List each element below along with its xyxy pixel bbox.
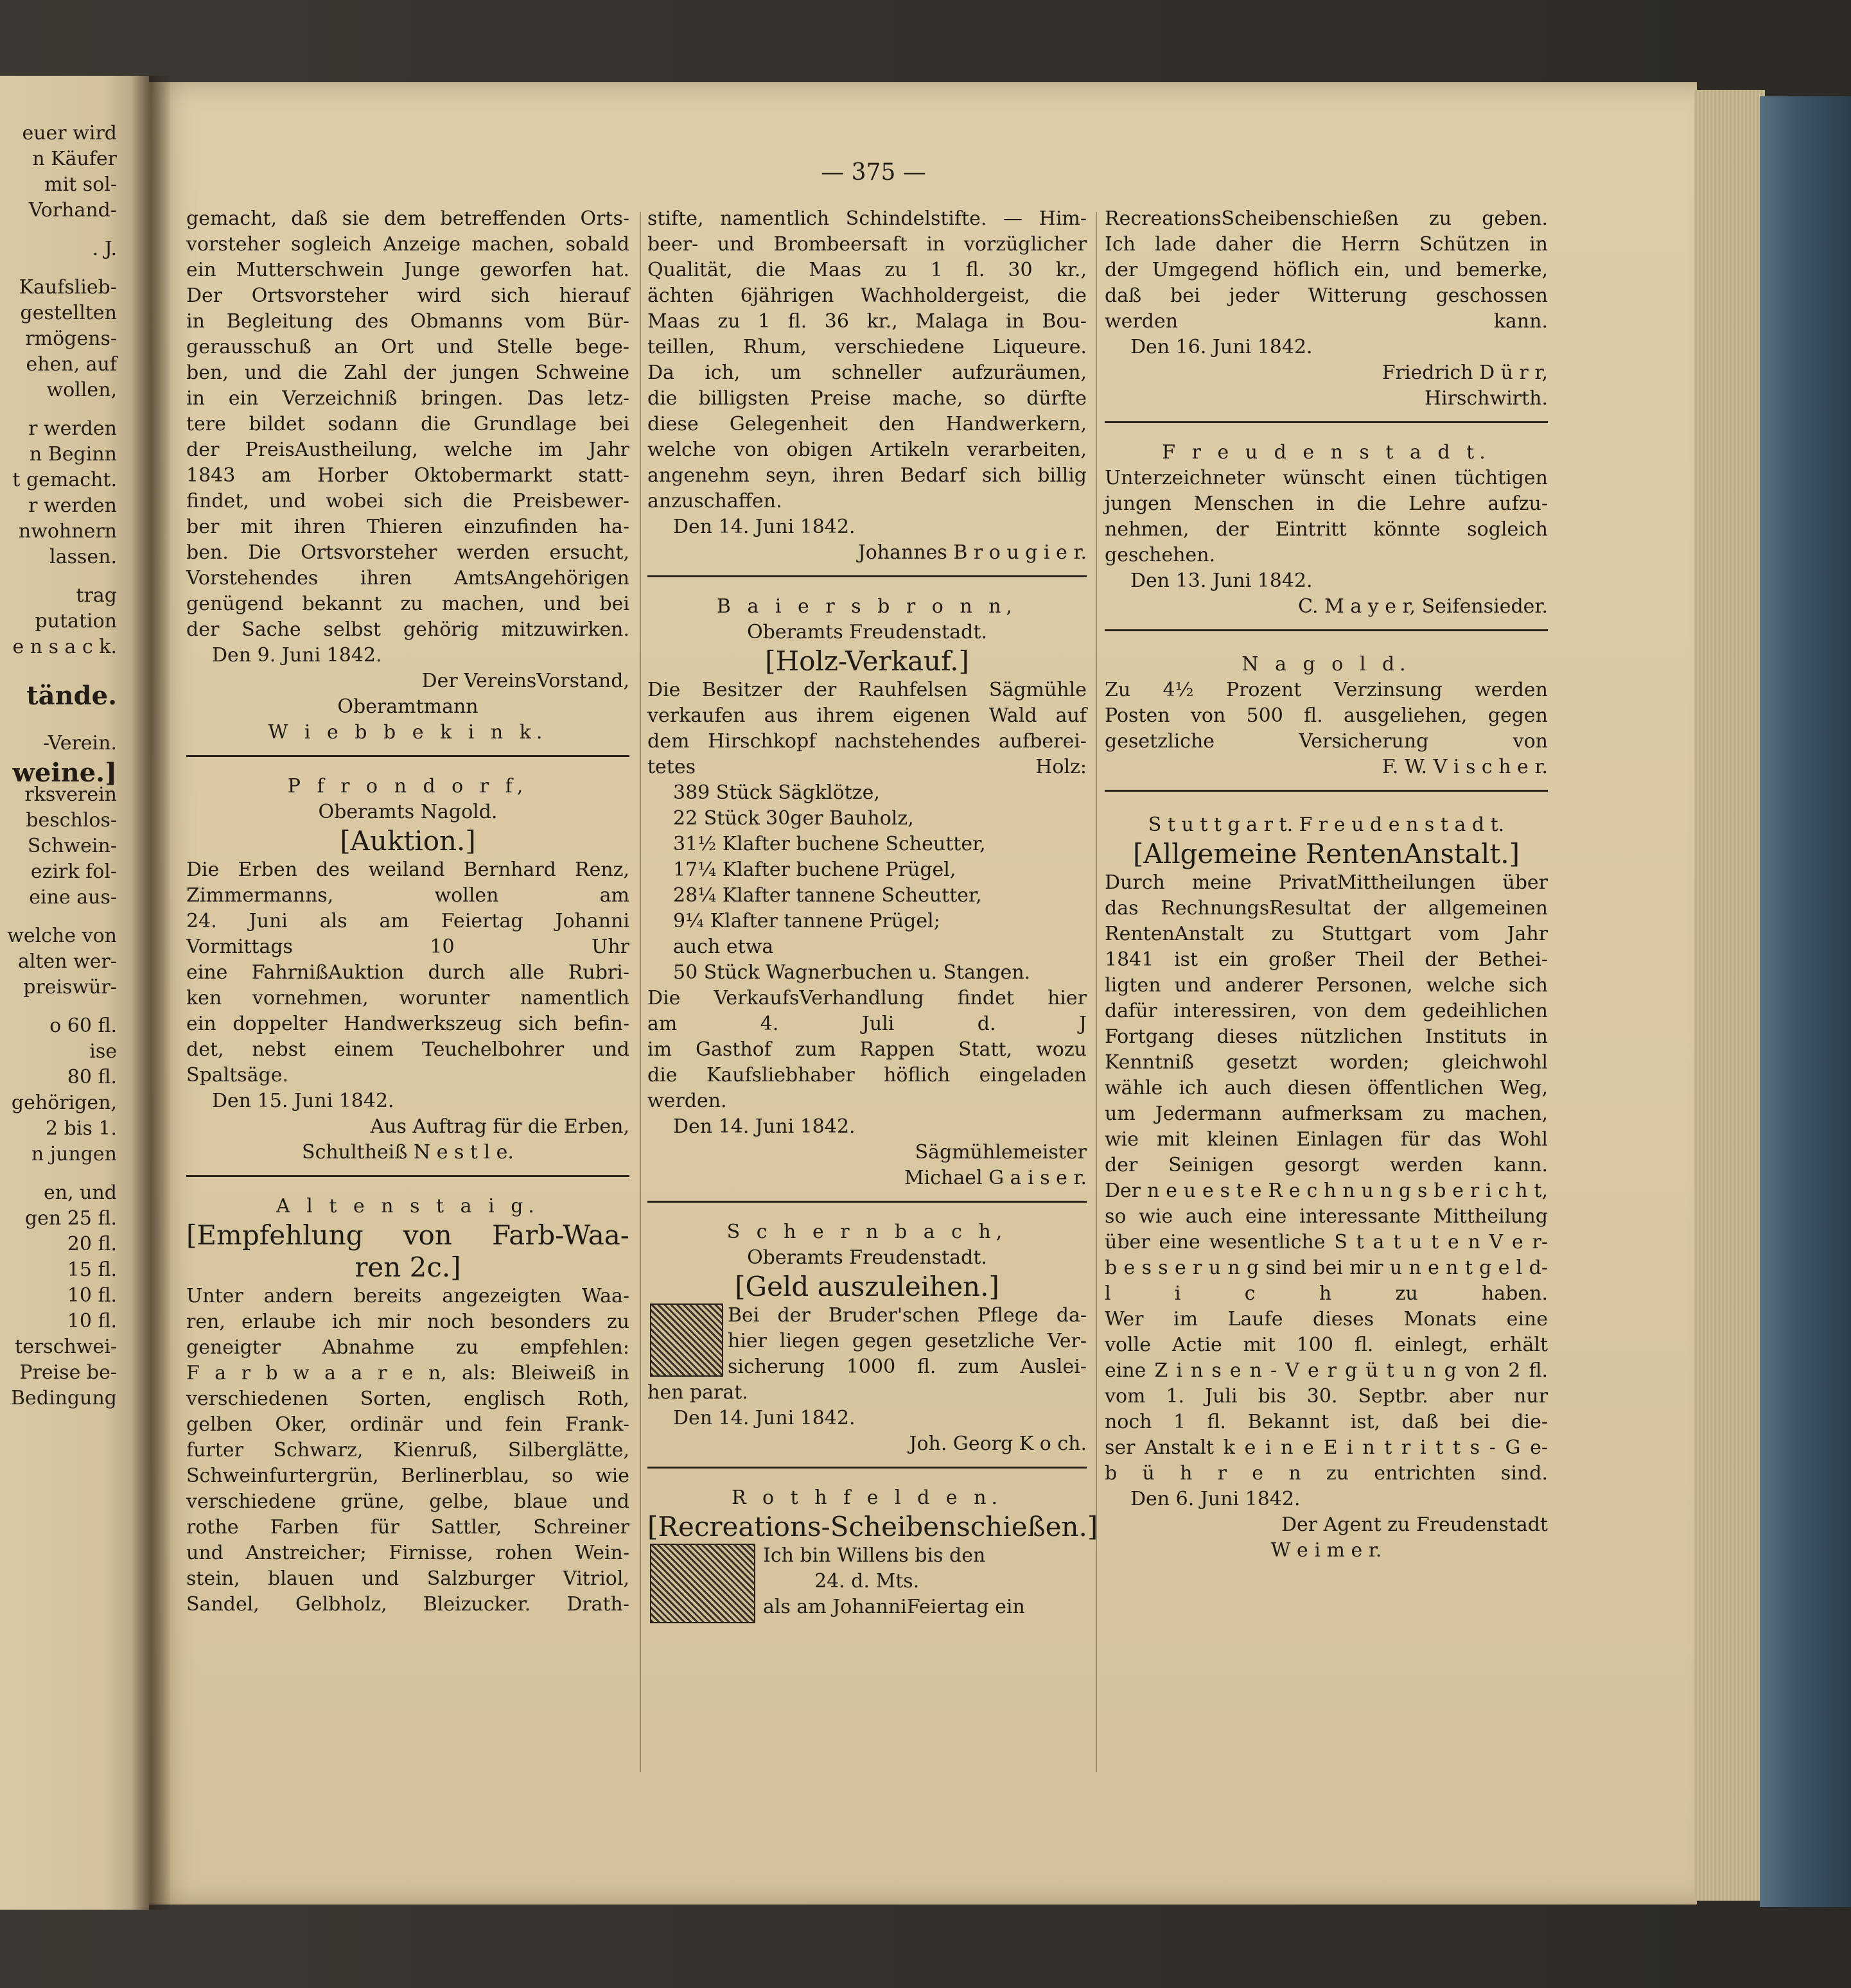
section-divider bbox=[1105, 790, 1548, 792]
left-page-line: n Käufer bbox=[32, 148, 117, 170]
list-item: 22 Stück 30ger Bauholz, bbox=[673, 807, 914, 830]
body-line: stifte, namentlich Schindelstifte. — Him- bbox=[647, 207, 1087, 230]
body-line: Die VerkaufsVerhandlung findet hier bbox=[647, 987, 1087, 1009]
body-line: der Umgegend höflich ein, und bemerke, bbox=[1105, 259, 1548, 281]
left-page-line: ehen, auf bbox=[26, 353, 117, 376]
body-line: die Kaufsliebhaber höflich eingeladen bbox=[647, 1064, 1087, 1086]
date-line: Den 13. Juni 1842. bbox=[1130, 570, 1313, 592]
notice-place: P f r o n d o r f, bbox=[287, 775, 529, 798]
body-line: Fortgang dieses nützlichen Instituts in bbox=[1105, 1025, 1548, 1048]
signature-line: Der VereinsVorstand, bbox=[421, 670, 629, 692]
body-line: noch 1 fl. Bekannt ist, daß bei die- bbox=[1105, 1411, 1548, 1433]
left-page-line: 2 bis 1. bbox=[46, 1117, 117, 1140]
signature-line: Sägmühlemeister bbox=[915, 1141, 1087, 1164]
signature-line: Johannes B r o u g i e r. bbox=[857, 541, 1087, 564]
body-line: ser Anstalt k e i n e E i n t r i t t s - G e- bbox=[1105, 1436, 1548, 1459]
left-page-line: Vorhand- bbox=[28, 199, 117, 222]
left-page-line: r werden bbox=[28, 494, 117, 517]
left-page-line: putation bbox=[35, 610, 117, 632]
body-line: gesetzliche Versicherung von bbox=[1105, 730, 1548, 753]
notice-place: B a i e r s b r o n n, bbox=[716, 595, 1018, 618]
left-page-line: e n s a c k. bbox=[12, 636, 117, 658]
left-page-line: en, und bbox=[44, 1181, 117, 1204]
body-line: die billigsten Preise mache, so dürfte bbox=[647, 387, 1087, 410]
date-line: Den 14. Juni 1842. bbox=[673, 1115, 855, 1138]
list-item: 9¼ Klafter tannene Prügel; bbox=[673, 910, 940, 932]
left-page-line: -Verein. bbox=[42, 732, 117, 754]
left-page-line: ise bbox=[89, 1040, 117, 1063]
left-page-line: ezirk fol- bbox=[30, 860, 117, 883]
body-line: genügend bekannt zu machen, und bei bbox=[186, 593, 629, 615]
body-line: Kenntniß gesetzt worden; gleichwohl bbox=[1105, 1051, 1548, 1074]
body-line: jungen Menschen in die Lehre aufzu- bbox=[1105, 493, 1548, 515]
body-line: nehmen, der Eintritt könnte sogleich bbox=[1105, 518, 1548, 541]
body-line: gerausschuß an Ort und Stelle bege- bbox=[186, 336, 629, 358]
left-page-line: terschwei- bbox=[15, 1336, 117, 1358]
column-separator bbox=[640, 212, 641, 1772]
section-divider bbox=[647, 1201, 1087, 1203]
signature-line: W e i m e r. bbox=[1270, 1539, 1382, 1562]
body-line: Die Besitzer der Rauhfelsen Sägmühle bbox=[647, 679, 1087, 701]
book-gutter bbox=[132, 76, 170, 1910]
left-page-line: mit sol- bbox=[44, 173, 117, 196]
body-line: in Begleitung des Obmanns vom Bür- bbox=[186, 310, 629, 333]
body-line: ein doppelter Handwerkszeug sich befin- bbox=[186, 1013, 629, 1035]
notice-title: [Empfehlung von Farb-Waa- bbox=[186, 1219, 629, 1251]
left-page-line: 80 fl. bbox=[67, 1066, 117, 1088]
body-line: 24. Juni als am Feiertag Johanni bbox=[186, 910, 629, 932]
body-line: diese Gelegenheit den Handwerkern, bbox=[647, 413, 1087, 435]
list-item: 28¼ Klafter tannene Scheutter, bbox=[673, 884, 982, 907]
page-edges bbox=[1694, 90, 1765, 1901]
body-line: anzuschaffen. bbox=[647, 490, 782, 512]
body-line: verkaufen aus ihrem eigenen Wald auf bbox=[647, 704, 1087, 727]
body-line: gelben Oker, ordinär und fein Frank- bbox=[186, 1413, 629, 1436]
body-line: Ich lade daher die Herrn Schützen in bbox=[1105, 233, 1548, 256]
signature-line: Hirschwirth. bbox=[1424, 387, 1548, 410]
body-line: dafür interessiren, von dem gedeihlichen bbox=[1105, 1000, 1548, 1022]
body-line: welche von obigen Artikeln verarbeiten, bbox=[647, 439, 1087, 461]
body-line: Der n e u e s t e R e c h n u n g s b e r i c h t, bbox=[1105, 1180, 1548, 1202]
body-line: der Seinigen gesorgt werden kann. bbox=[1105, 1154, 1548, 1176]
notice-title: [Recreations-Scheibenschießen.] bbox=[647, 1511, 1098, 1542]
body-line: am 4. Juli d. J bbox=[647, 1013, 1087, 1035]
body-line: Unterzeichneter wünscht einen tüchtigen bbox=[1105, 467, 1548, 489]
body-line: 24. d. Mts. bbox=[814, 1570, 920, 1592]
body-line: ligten und anderer Personen, welche sich bbox=[1105, 974, 1548, 997]
body-line: volle Actie mit 100 fl. einlegt, erhält bbox=[1105, 1334, 1548, 1356]
body-line: ken vornehmen, worunter namentlich bbox=[186, 987, 629, 1009]
date-line: Den 6. Juni 1842. bbox=[1130, 1488, 1301, 1510]
signature-line: Der Agent zu Freudenstadt bbox=[1281, 1513, 1548, 1536]
body-line: im Gasthof zum Rappen Statt, wozu bbox=[647, 1038, 1087, 1061]
body-line: sicherung 1000 fl. zum Auslei- bbox=[728, 1356, 1087, 1378]
body-line: verschiedene grüne, gelbe, blaue und bbox=[186, 1490, 629, 1513]
body-line: Qualität, die Maas zu 1 fl. 30 kr., bbox=[647, 259, 1087, 281]
left-page-line: 10 fl. bbox=[67, 1310, 117, 1332]
notice-title: [Holz-Verkauf.] bbox=[765, 645, 969, 677]
body-line: Maas zu 1 fl. 36 kr., Malaga in Bou- bbox=[647, 310, 1087, 333]
section-divider bbox=[647, 1467, 1087, 1469]
body-line: um Jedermann aufmerksam zu machen, bbox=[1105, 1103, 1548, 1125]
section-divider bbox=[1105, 421, 1548, 423]
body-line: dem Hirschkopf nachstehendes aufberei- bbox=[647, 730, 1087, 753]
body-line: F a r b w a a r e n, als: Bleiweiß in bbox=[186, 1362, 629, 1384]
left-page-line: r werden bbox=[28, 417, 117, 440]
date-line: Den 9. Juni 1842. bbox=[212, 644, 382, 667]
left-page-line: 10 fl. bbox=[67, 1284, 117, 1307]
body-line: vom 1. Juli bis 30. Septbr. aber nur bbox=[1105, 1385, 1548, 1408]
left-page-line: Kaufslieb- bbox=[19, 276, 117, 299]
notice-title: [Allgemeine RentenAnstalt.] bbox=[1133, 838, 1520, 869]
left-page-line: rmögens- bbox=[25, 327, 117, 350]
body-line: Da ich, um schneller aufzuräumen, bbox=[647, 362, 1087, 384]
body-line: wähle ich auch diesen öffentlichen Weg, bbox=[1105, 1077, 1548, 1099]
notice-subtitle: Oberamts Nagold. bbox=[318, 801, 498, 823]
section-divider bbox=[186, 1175, 629, 1177]
left-page-line: gehörigen, bbox=[11, 1092, 117, 1114]
signature-line: Michael G a i s e r. bbox=[904, 1167, 1087, 1189]
body-line: über eine wesentliche S t a t u t e n V e r- bbox=[1105, 1231, 1548, 1253]
body-line: ächten 6jährigen Wachholdergeist, die bbox=[647, 284, 1087, 307]
list-item: 17¼ Klafter buchene Prügel, bbox=[673, 859, 956, 881]
notice-place: N a g o l d. bbox=[1241, 653, 1411, 676]
left-page-line: lassen. bbox=[49, 546, 117, 568]
body-line: Zimmermanns, wollen am bbox=[186, 884, 629, 907]
left-page-line: wollen, bbox=[46, 379, 117, 401]
signature-line: Aus Auftrag für die Erben, bbox=[370, 1115, 629, 1138]
body-line: verschiedenen Sorten, englisch Roth, bbox=[186, 1388, 629, 1410]
body-line: vorsteher sogleich Anzeige machen, sobald bbox=[186, 233, 629, 256]
body-line: daß bei jeder Witterung geschossen bbox=[1105, 284, 1548, 307]
body-line: beer- und Brombeersaft in vorzüglicher bbox=[647, 233, 1087, 256]
body-line: geneigter Abnahme zu empfehlen: bbox=[186, 1336, 629, 1359]
date-line: Den 14. Juni 1842. bbox=[673, 1407, 855, 1429]
body-line: der PreisAustheilung, welche im Jahr bbox=[186, 439, 629, 461]
section-divider bbox=[186, 755, 629, 757]
body-line: als am JohanniFeiertag ein bbox=[763, 1596, 1025, 1618]
left-page-line: n Beginn bbox=[29, 443, 117, 466]
body-line: teillen, Rhum, verschiedene Liqueure. bbox=[647, 336, 1087, 358]
notice-title: [Geld auszuleihen.] bbox=[735, 1271, 999, 1302]
body-line: Schweinfurtergrün, Berlinerblau, so wie bbox=[186, 1465, 629, 1487]
left-page-line: gestellten bbox=[20, 302, 117, 324]
body-line: stein, blauen und Salzburger Vitriol, bbox=[186, 1567, 629, 1590]
left-page-line: Schwein- bbox=[27, 835, 117, 857]
body-line: furter Schwarz, Kienruß, Silberglätte, bbox=[186, 1439, 629, 1461]
body-line: tetes Holz: bbox=[647, 756, 1087, 778]
notice-title: [Auktion.] bbox=[340, 825, 476, 857]
body-line: RentenAnstalt zu Stuttgart vom Jahr bbox=[1105, 923, 1548, 945]
signature-line: Friedrich D ü r r, bbox=[1382, 362, 1548, 384]
list-item: 389 Stück Sägklötze, bbox=[673, 781, 880, 804]
body-line: hier liegen gegen gesetzliche Ver- bbox=[728, 1330, 1087, 1352]
left-page-line: o 60 fl. bbox=[49, 1015, 117, 1037]
left-page-line: 15 fl. bbox=[67, 1259, 117, 1281]
body-line: l i c h zu haben. bbox=[1105, 1282, 1548, 1305]
left-page-line: n jungen bbox=[31, 1143, 117, 1165]
book-cover bbox=[1760, 96, 1851, 1907]
body-line: werden kann. bbox=[1105, 310, 1548, 333]
body-line: Durch meine PrivatMittheilungen über bbox=[1105, 871, 1548, 894]
date-line: Den 16. Juni 1842. bbox=[1130, 336, 1313, 358]
notice-subtitle: Oberamts Freudenstadt. bbox=[747, 1246, 987, 1269]
body-line: Vormittags 10 Uhr bbox=[186, 936, 629, 958]
body-line: eine FahrnißAuktion durch alle Rubri- bbox=[186, 961, 629, 984]
body-line: det, nebst einem Teuchelbohrer und bbox=[186, 1038, 629, 1061]
left-page-line: t gemacht. bbox=[12, 469, 117, 491]
left-page-line: nwohnern bbox=[18, 520, 117, 543]
left-page-line: 20 fl. bbox=[67, 1233, 117, 1255]
body-line: gemacht, daß sie dem betreffenden Orts- bbox=[186, 207, 629, 230]
body-line: Der Ortsvorsteher wird sich hierauf bbox=[186, 284, 629, 307]
left-page-line: gen 25 fl. bbox=[24, 1207, 117, 1230]
left-page-line: . J. bbox=[92, 238, 117, 260]
body-line: Unter andern bereits angezeigten Waa- bbox=[186, 1285, 629, 1307]
body-line: das RechnungsResultat der allgemeinen bbox=[1105, 897, 1548, 920]
body-line: geschehen. bbox=[1105, 544, 1216, 566]
left-page-line: euer wird bbox=[22, 122, 117, 144]
body-line: tere bildet sodann die Grundlage bei bbox=[186, 413, 629, 435]
list-item: auch etwa bbox=[673, 936, 774, 958]
notice-place: S c h e r n b a c h, bbox=[726, 1221, 1008, 1243]
body-line: ein Mutterschwein Junge geworfen hat. bbox=[186, 259, 629, 281]
left-page-line: rksverein bbox=[24, 783, 117, 806]
body-line: der Sache selbst gehörig mitzuwirken. bbox=[186, 618, 629, 641]
body-line: Ich bin Willens bis den bbox=[763, 1544, 986, 1567]
body-line: so wie auch eine interessante Mittheilung bbox=[1105, 1205, 1548, 1228]
left-page-line: trag bbox=[76, 584, 117, 607]
signature-line: C. M a y e r, Seifensieder. bbox=[1298, 595, 1548, 618]
body-line: findet, und wobei sich die Preisbewer- bbox=[186, 490, 629, 512]
body-line: Posten von 500 fl. ausgeliehen, gegen bbox=[1105, 704, 1548, 727]
left-page-line: Preise be- bbox=[19, 1361, 117, 1384]
left-page-line: weine.] bbox=[12, 758, 117, 788]
date-line: Den 14. Juni 1842. bbox=[673, 516, 855, 538]
notice-place: R o t h f e l d e n. bbox=[731, 1487, 1003, 1509]
page-number: — 375 — bbox=[821, 159, 926, 186]
left-page-line: tände. bbox=[26, 681, 117, 711]
body-line: b e s s e r u n g sind bei mir u n e n t g e l d- bbox=[1105, 1257, 1548, 1279]
left-page-line: alten wer- bbox=[17, 950, 117, 973]
left-page-line: beschlos- bbox=[26, 809, 117, 832]
left-page-line: Bedingung bbox=[11, 1387, 117, 1409]
body-line: Vorstehendes ihren AmtsAngehörigen bbox=[186, 567, 629, 589]
notice-place: S t u t t g a r t. F r e u d e n s t a d t. bbox=[1148, 814, 1505, 836]
body-line: ber mit ihren Thieren einzufinden ha- bbox=[186, 516, 629, 538]
section-divider bbox=[647, 575, 1087, 577]
section-divider bbox=[1105, 629, 1548, 631]
date-line: Den 15. Juni 1842. bbox=[212, 1090, 394, 1112]
body-line: Spaltsäge. bbox=[186, 1064, 289, 1086]
body-line: 1843 am Horber Oktobermarkt statt- bbox=[186, 464, 629, 487]
body-line: werden. bbox=[647, 1090, 727, 1112]
body-line: 1841 ist ein großer Theil der Bethei- bbox=[1105, 948, 1548, 971]
body-line: wie mit kleinen Einlagen für das Wohl bbox=[1105, 1128, 1548, 1151]
body-line: Zu 4½ Prozent Verzinsung werden bbox=[1105, 679, 1548, 701]
body-line: hen parat. bbox=[647, 1381, 748, 1404]
body-line: ben. Die Ortsvorsteher werden ersucht, bbox=[186, 541, 629, 564]
list-item: 31½ Klafter buchene Scheutter, bbox=[673, 833, 986, 855]
notice-place: A l t e n s t a i g. bbox=[276, 1195, 540, 1217]
body-line: eine Z i n s e n - V e r g ü t u n g von 2 fl. bbox=[1105, 1359, 1548, 1382]
left-page-line: preiswür- bbox=[23, 976, 117, 998]
notice-place: F r e u d e n s t a d t. bbox=[1162, 441, 1491, 464]
body-line: rothe Farben für Sattler, Schreiner bbox=[186, 1516, 629, 1539]
list-item: 50 Stück Wagnerbuchen u. Stangen. bbox=[673, 961, 1031, 984]
body-line: Sandel, Gelbholz, Bleizucker. Drath- bbox=[186, 1593, 629, 1616]
body-line: ben, und die Zahl der jungen Schweine bbox=[186, 362, 629, 384]
left-page-line: eine aus- bbox=[29, 886, 117, 909]
signature-line: Schultheiß N e s t l e. bbox=[302, 1141, 514, 1164]
body-line: b ü h r e n zu entrichten sind. bbox=[1105, 1462, 1548, 1485]
body-line: Wer im Laufe dieses Monats eine bbox=[1105, 1308, 1548, 1330]
body-line: angenehm seyn, ihren Bedarf sich billig bbox=[647, 464, 1087, 487]
signature-line: F. W. V i s c h e r. bbox=[1382, 756, 1548, 778]
notice-title: ren 2c.] bbox=[355, 1251, 461, 1283]
body-line: Bei der Bruder'schen Pflege da- bbox=[728, 1304, 1087, 1327]
signature-line: W i e b b e k i n k. bbox=[268, 721, 548, 744]
body-line: und Anstreicher; Firnisse, rohen Wein- bbox=[186, 1542, 629, 1564]
body-line: RecreationsScheibenschießen zu geben. bbox=[1105, 207, 1548, 230]
signature-line: Joh. Georg K o ch. bbox=[909, 1433, 1087, 1455]
body-line: in ein Verzeichniß bringen. Das letz- bbox=[186, 387, 629, 410]
body-line: Die Erben des weiland Bernhard Renz, bbox=[186, 859, 629, 881]
body-line: ren, erlaube ich mir noch besonders zu bbox=[186, 1311, 629, 1333]
left-page-line: welche von bbox=[7, 925, 117, 947]
signature-line: Oberamtmann bbox=[337, 695, 478, 718]
notice-subtitle: Oberamts Freudenstadt. bbox=[747, 621, 987, 643]
